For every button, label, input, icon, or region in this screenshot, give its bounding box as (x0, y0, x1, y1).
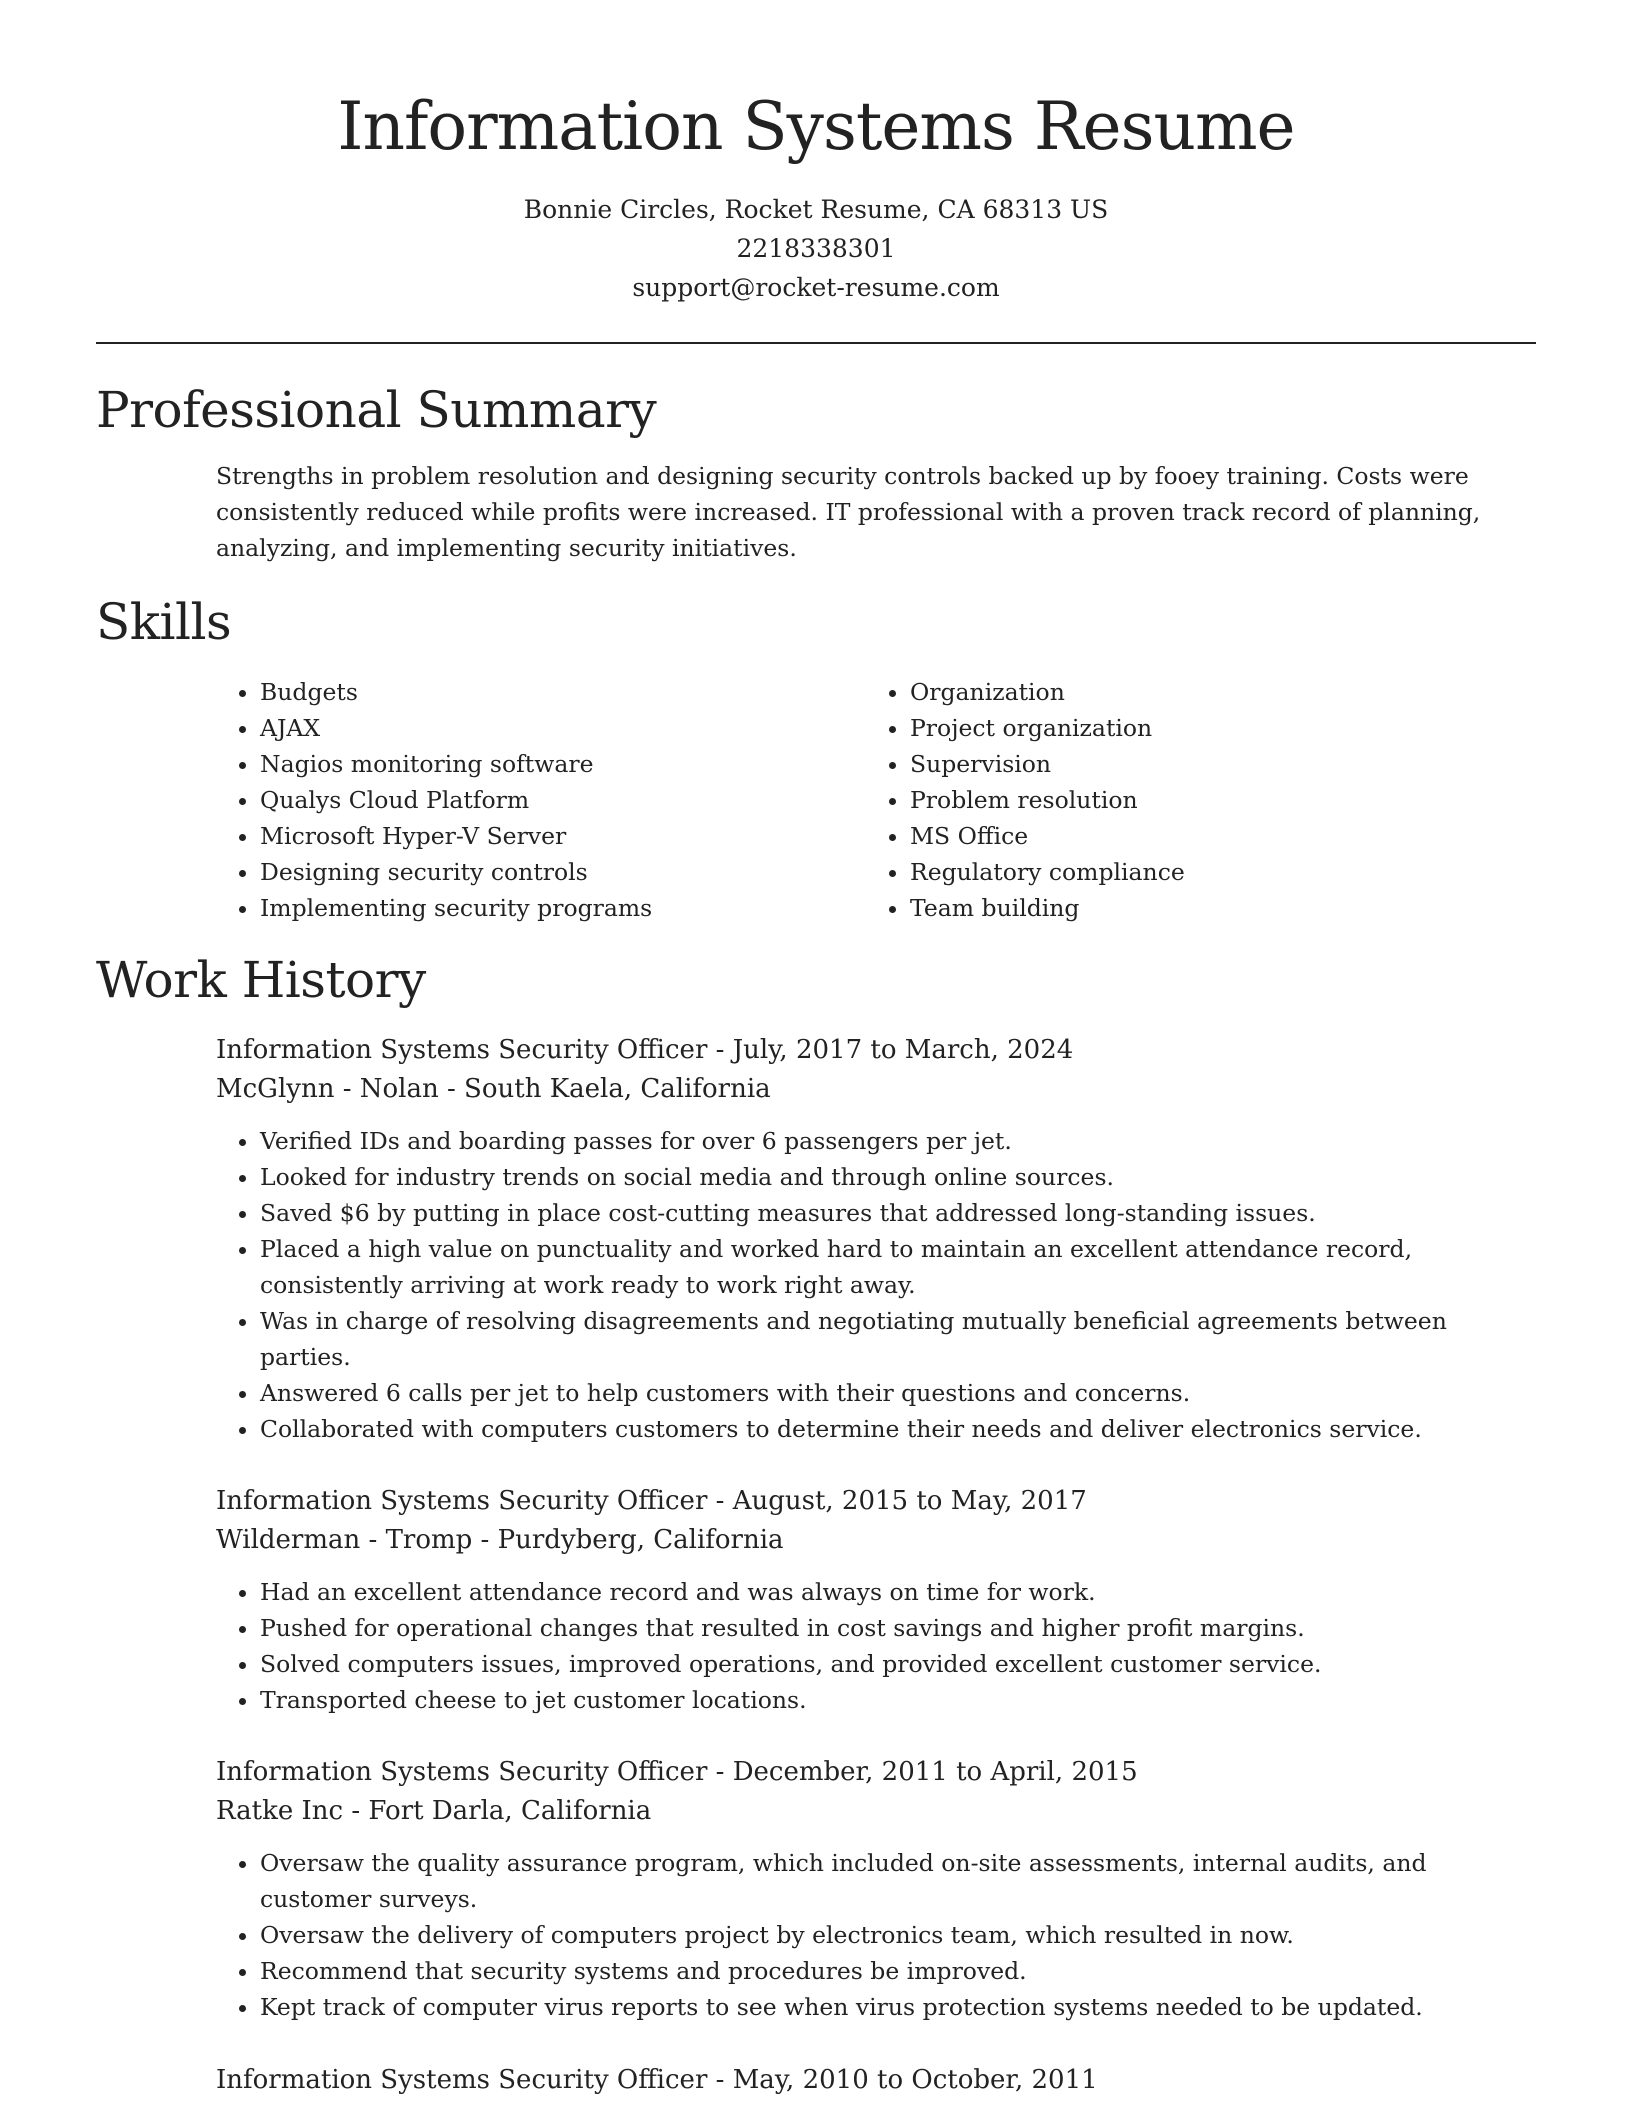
skill-item: • Organization (910, 674, 1185, 710)
job-role: Information Systems Security Officer (216, 1486, 708, 1516)
contact-phone: 2218338301 (736, 234, 896, 263)
job-bullets (216, 1123, 1536, 1447)
job-employer: McGlynn - Nolan (216, 1074, 439, 1104)
job-entry (216, 1482, 1536, 1718)
skill-item: • Microsoft Hyper-V Server (260, 818, 652, 854)
job-bullets (216, 1574, 1536, 1718)
job-dates: - May, 2010 to October, 2011 (707, 2065, 1098, 2095)
job-entry (216, 1031, 1536, 1447)
job-company-line (216, 1070, 1536, 1109)
job-bullet: • Oversaw the delivery of computers project by electronics team, which resulted in now. (260, 1917, 1536, 1953)
job-bullet: • Kept track of computer virus reports to see when virus protection systems needed to be updated. (260, 1989, 1536, 2025)
job-bullet: • Answered 6 calls per jet to help customers with their questions and concerns. (260, 1375, 1536, 1411)
job-title-line (216, 1753, 1536, 1792)
skill-item: • Budgets (260, 674, 652, 710)
job-employer: Wilderman - Tromp (216, 1525, 473, 1555)
header-divider (96, 342, 1536, 344)
skill-item: • MS Office (910, 818, 1185, 854)
skill-item: • Nagios monitoring software (260, 746, 652, 782)
skill-item: • AJAX (260, 710, 652, 746)
job-role: Information Systems Security Officer (216, 2065, 708, 2095)
resume-title: Information Systems Resume (337, 88, 1295, 165)
job-company-line (216, 1792, 1536, 1831)
job-bullet: • Recommend that security systems and procedures be improved. (260, 1953, 1536, 1989)
job-title-line (216, 1482, 1536, 1521)
job-bullet: • Was in charge of resolving disagreements and negotiating mutually beneficial agreements between parties. (260, 1303, 1536, 1375)
work-history-heading: Work History (96, 951, 426, 1009)
job-bullet: • Solved computers issues, improved operations, and provided excellent customer service. (260, 1646, 1536, 1682)
contact-address: Bonnie Circles, Rocket Resume, CA 68313 US (523, 195, 1109, 224)
job-location: - Purdyberg, California (472, 1525, 784, 1555)
job-dates: - July, 2017 to March, 2024 (707, 1035, 1074, 1065)
summary-heading: Professional Summary (96, 381, 657, 439)
job-dates: - December, 2011 to April, 2015 (707, 1757, 1138, 1787)
skills-list-left (216, 674, 652, 926)
skills-heading: Skills (96, 593, 232, 651)
skill-item: • Designing security controls (260, 854, 652, 890)
skill-item: • Supervision (910, 746, 1185, 782)
job-dates: - August, 2015 to May, 2017 (707, 1486, 1087, 1516)
contact-block (0, 190, 1632, 307)
job-bullet: • Collaborated with computers customers to determine their needs and deliver electronics service. (260, 1411, 1536, 1447)
job-title-line (216, 1031, 1536, 1070)
job-role: Information Systems Security Officer (216, 1035, 708, 1065)
job-bullet: • Pushed for operational changes that resulted in cost savings and higher profit margins. (260, 1610, 1536, 1646)
job-bullets (216, 1845, 1536, 2025)
summary-text: Strengths in problem resolution and designing security controls backed up by fooey training. Costs were consistently reduced while profits were increased. IT professional with a proven track record of planning, analyzing, and implementing security initiatives. (216, 462, 1481, 562)
skill-item: • Team building (910, 890, 1185, 926)
job-bullet: • Had an excellent attendance record and was always on time for work. (260, 1574, 1536, 1610)
skill-item: • Regulatory compliance (910, 854, 1185, 890)
job-location: - South Kaela, California (438, 1074, 771, 1104)
job-bullet: • Placed a high value on punctuality and worked hard to maintain an excellent attendance record, consistently arriving at work ready to work right away. (260, 1231, 1536, 1303)
skill-item: • Project organization (910, 710, 1185, 746)
skill-item: • Problem resolution (910, 782, 1185, 818)
skill-item: • Qualys Cloud Platform (260, 782, 652, 818)
skill-item: • Implementing security programs (260, 890, 652, 926)
job-entry (216, 2061, 1536, 2100)
job-bullet: • Transported cheese to jet customer locations. (260, 1682, 1536, 1718)
job-entry (216, 1753, 1536, 2025)
job-bullet: • Verified IDs and boarding passes for over 6 passengers per jet. (260, 1123, 1536, 1159)
job-bullet: • Saved $6 by putting in place cost-cutting measures that addressed long-standing issues. (260, 1195, 1536, 1231)
job-role: Information Systems Security Officer (216, 1757, 708, 1787)
contact-email: support@rocket-resume.com (632, 273, 1000, 302)
job-bullet: • Oversaw the quality assurance program, which included on-site assessments, internal audits, and customer surveys. (260, 1845, 1536, 1917)
job-employer: Ratke Inc (216, 1796, 344, 1826)
job-location: - Fort Darla, California (343, 1796, 652, 1826)
job-bullet: • Looked for industry trends on social media and through online sources. (260, 1159, 1536, 1195)
skills-list-right (866, 674, 1185, 926)
job-title-line (216, 2061, 1536, 2100)
job-company-line (216, 1521, 1536, 1560)
